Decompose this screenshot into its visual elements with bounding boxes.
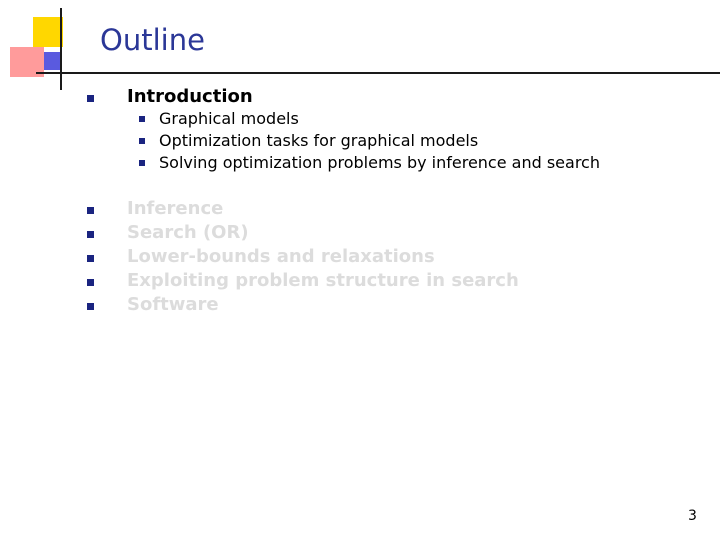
outline-item-search: Search (OR) xyxy=(127,222,249,243)
bullet-icon xyxy=(87,279,94,286)
bullet-icon xyxy=(139,160,145,166)
bullet-icon xyxy=(87,255,94,262)
outline-item-inference: Inference xyxy=(127,198,224,219)
page-number: 3 xyxy=(688,508,697,524)
slide-title: Outline xyxy=(100,23,205,57)
subitem-graphical-models: Graphical models xyxy=(159,109,299,128)
bullet-icon xyxy=(139,116,145,122)
subitem-optimization-tasks: Optimization tasks for graphical models xyxy=(159,131,479,150)
decor-vertical-line xyxy=(60,8,62,90)
bullet-icon xyxy=(87,95,94,102)
decor-horizontal-rule xyxy=(36,72,720,74)
outline-item-exploiting-structure: Exploiting problem structure in search xyxy=(127,270,519,291)
bullet-icon xyxy=(87,207,94,214)
bullet-icon xyxy=(87,231,94,238)
bullet-icon xyxy=(139,138,145,144)
outline-item-software: Software xyxy=(127,294,219,315)
outline-item-lower-bounds: Lower-bounds and relaxations xyxy=(127,246,435,267)
decor-yellow-square xyxy=(33,17,63,47)
bullet-icon xyxy=(87,303,94,310)
subitem-solving-optimization: Solving optimization problems by inference and search xyxy=(159,153,600,172)
outline-item-introduction: Introduction xyxy=(127,86,253,107)
